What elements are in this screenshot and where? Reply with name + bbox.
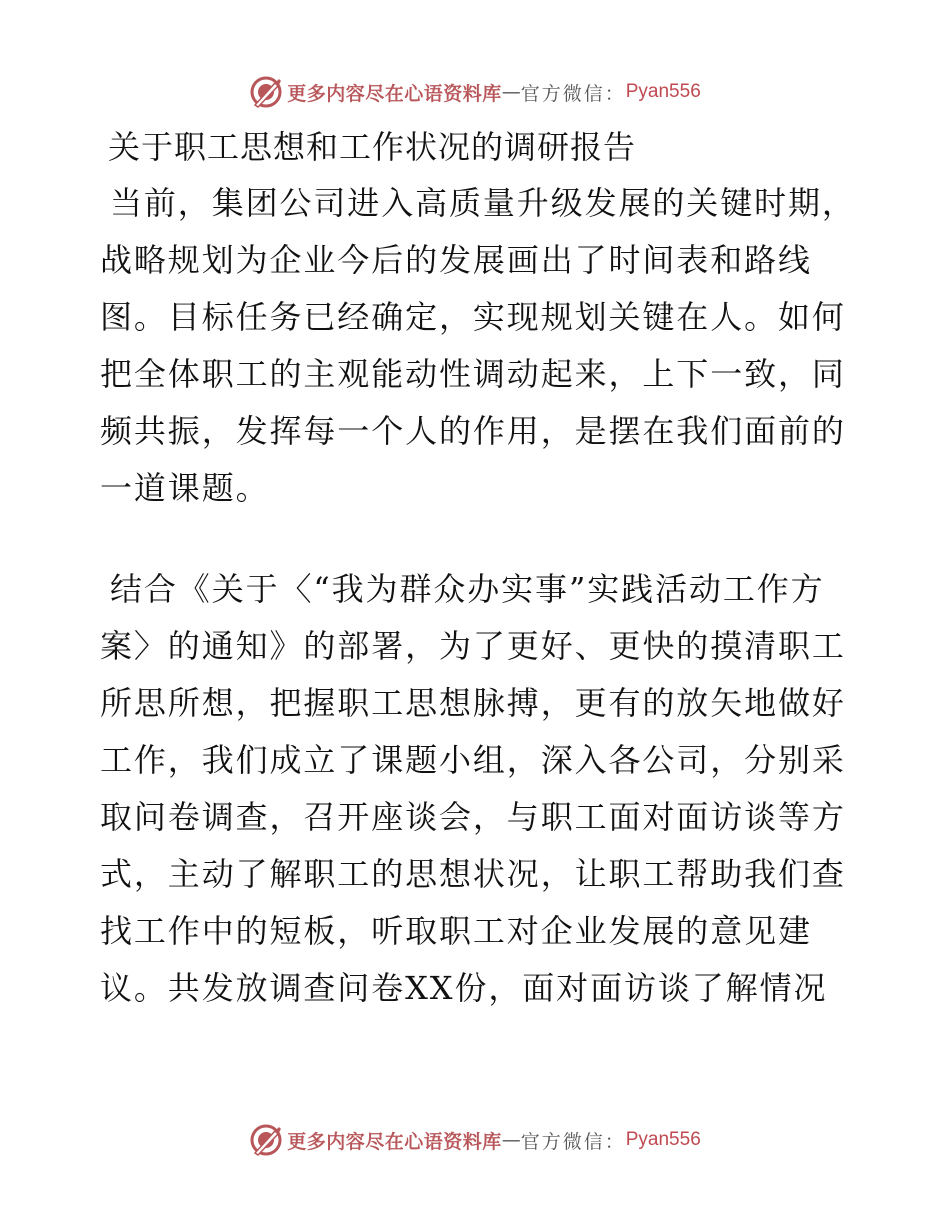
pen-logo-icon bbox=[249, 1123, 283, 1157]
watermark-id: Pyan556 bbox=[625, 81, 701, 102]
pen-logo-icon bbox=[249, 75, 283, 109]
watermark-label: 官方微信： bbox=[520, 1130, 626, 1153]
watermark-id: Pyan556 bbox=[625, 1129, 701, 1150]
watermark-separator: — bbox=[501, 81, 521, 103]
paragraph-1: 当前，集团公司进入高质量升级发展的关键时期，战略规划为企业今后的发展画出了时间表和路线图。目标任务已经确定，实现规划关键在人。如何把全体职工的主观能动性调动起来，上下一致，同频共振，发挥每一个人的作用，是摆在我们面前的一道课题。 bbox=[100, 184, 856, 507]
footer-watermark bbox=[0, 1120, 950, 1160]
header-watermark bbox=[0, 72, 950, 112]
watermark-main-text: 更多内容尽在心语资料库 bbox=[287, 82, 502, 105]
watermark-separator: — bbox=[501, 1129, 521, 1151]
watermark-label: 官方微信： bbox=[520, 82, 626, 105]
document-title: 关于职工思想和工作状况的调研报告 bbox=[108, 128, 637, 166]
watermark-main-text: 更多内容尽在心语资料库 bbox=[287, 1130, 502, 1153]
paragraph-2: 结合《关于〈“我为群众办实事”实践活动工作方案〉的通知》的部署，为了更好、更快的摸清职工所思所想，把握职工思想脉搏，更有的放矢地做好工作，我们成立了课题小组，深入各公司，分别采取问卷调查，召开座谈会，与职工面对面访谈等方式，主动了解职工的思想状况，让职工帮助我们查找工作中的短板，听取职工对企业发展的意见建议。共发放调查问卷XX份，面对面访谈了解情况 bbox=[100, 570, 846, 1007]
